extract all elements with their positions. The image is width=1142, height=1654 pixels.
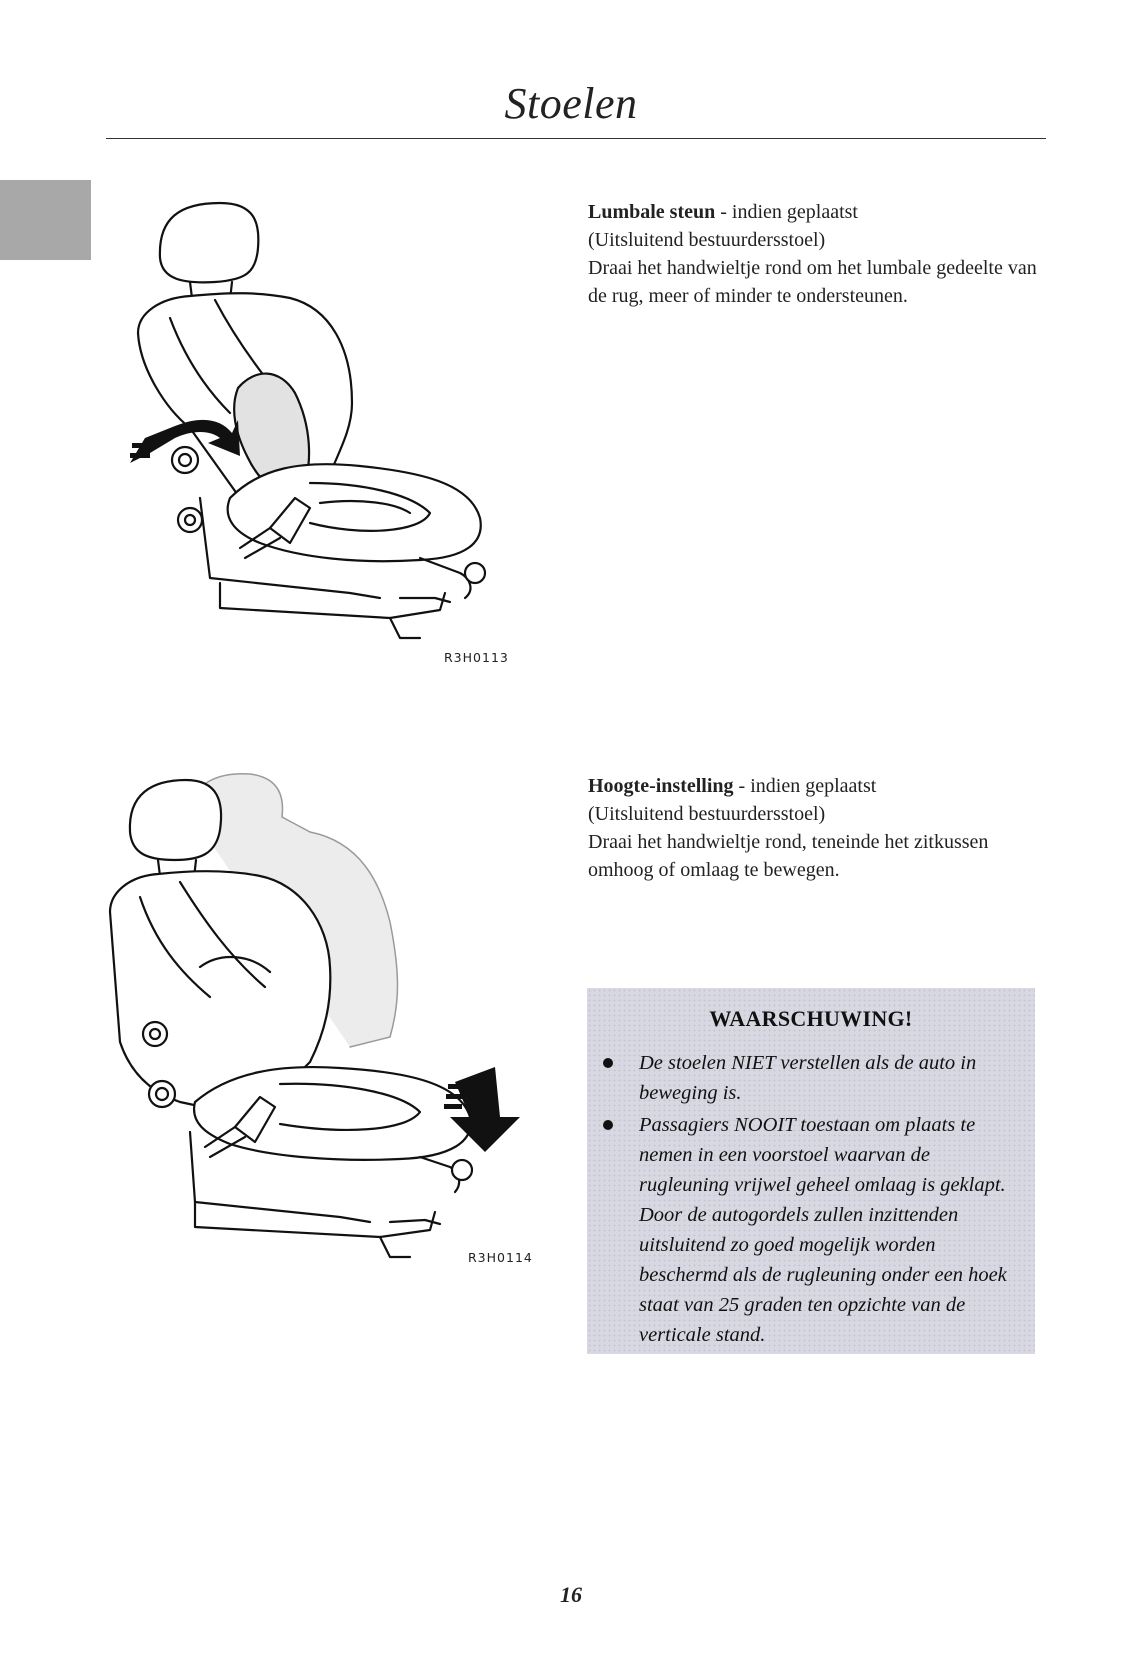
section-note: (Uitsluitend bestuurdersstoel) <box>588 229 826 251</box>
section-body: Draai het handwieltje rond, teneinde het zitkussen omhoog of omlaag te bewegen. <box>588 831 989 881</box>
section-heading-suffix: - indien geplaatst <box>733 775 877 797</box>
warning-item-text: Passagiers NOOIT toestaan om plaats te nemen in een voorstoel waarvan de rugleuning vrijwel geheel omlaag is geklapt. Door de autogordels zullen inzittenden uitsluitend zo goed mogelijk worden beschermd als de rugleuning onder een hoek staat van 25 graden ten opzichte van de verticale stand. <box>639 1114 1007 1346</box>
section-heading-suffix: - indien geplaatst <box>715 201 858 223</box>
warning-box <box>587 988 1035 1354</box>
warning-item <box>587 1048 1035 1108</box>
title-divider <box>106 138 1046 139</box>
figure-code: R3H0114 <box>468 1250 533 1265</box>
page-number: 16 <box>560 1582 582 1607</box>
section-lumbar-support <box>588 198 1058 310</box>
section-heading-line <box>588 772 1058 800</box>
figure-height-adjustment <box>100 772 560 1272</box>
section-heading: Lumbale steun <box>588 201 716 223</box>
warning-item-text: De stoelen NIET verstellen als de auto in beweging is. <box>639 1052 977 1104</box>
seat-height-icon <box>100 772 560 1272</box>
section-heading: Hoogte-instelling <box>588 775 734 797</box>
warning-item <box>587 1110 1035 1350</box>
section-body: Draai het handwieltje rond om het lumbale gedeelte van de rug, meer of minder te ondersteunen. <box>588 257 1037 307</box>
bullet-icon <box>603 1120 613 1130</box>
warning-title: WAARSCHUWING! <box>709 1006 913 1031</box>
section-height-adjustment <box>588 772 1058 884</box>
section-heading-line <box>588 198 1058 226</box>
chapter-tab <box>0 180 91 260</box>
seat-lumbar-icon <box>120 198 520 668</box>
page-title: Stoelen <box>504 79 638 128</box>
figure-code: R3H0113 <box>444 650 509 665</box>
figure-lumbar-support <box>120 198 520 668</box>
warning-list <box>587 1048 1035 1352</box>
section-note: (Uitsluitend bestuurdersstoel) <box>588 803 826 825</box>
bullet-icon <box>603 1058 613 1068</box>
